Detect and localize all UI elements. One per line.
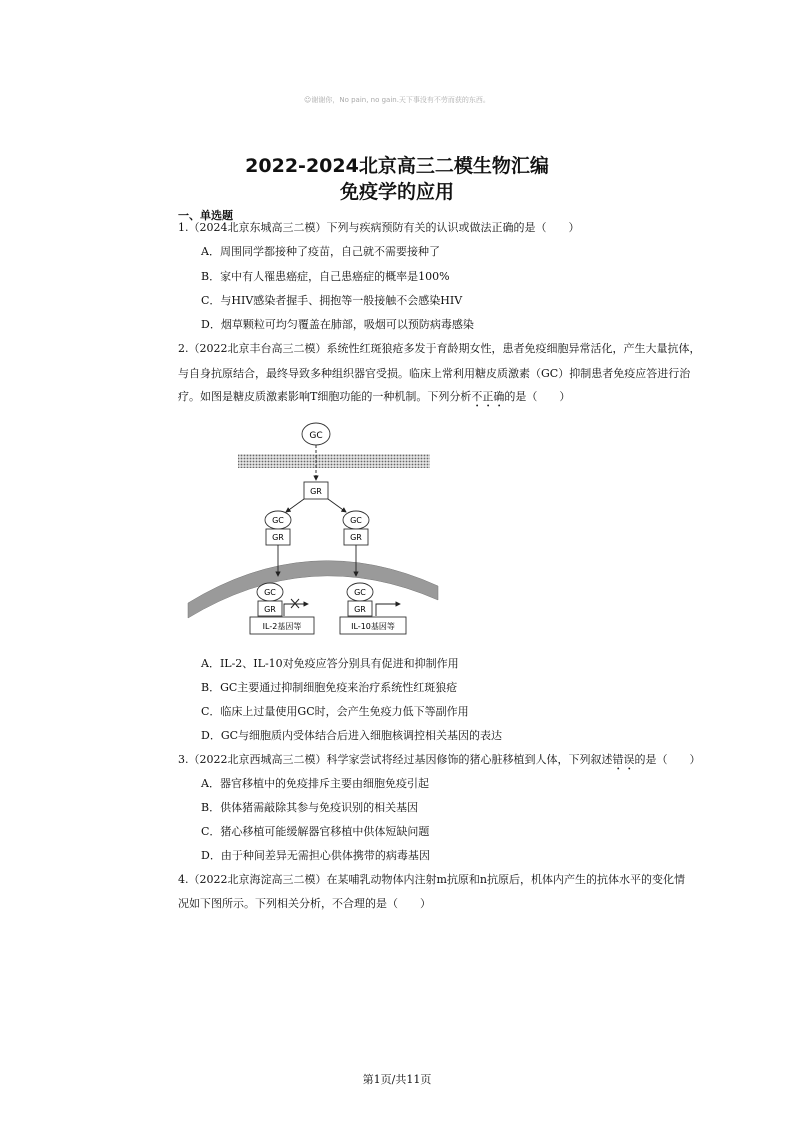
gr-label: GR [354,605,366,614]
q2-option-c: C．临床上过量使用GC时，会产生免疫力低下等副作用 [201,705,469,718]
q4-stem-line2: 况如下图所示。下列相关分析，不合理的是（ ） [178,897,431,910]
gr-label: GR [310,487,322,496]
gr-label: GR [272,533,284,542]
q2-option-a: A．IL-2、IL-10对免疫应答分别具有促进和抑制作用 [201,657,459,670]
il10-transcription-arrow [376,604,400,616]
q2-option-b: B．GC主要通过抑制细胞免疫来治疗系统性红斑狼疮 [201,681,458,694]
document-subtitle: 免疫学的应用 [339,181,454,203]
q2-stem-line2: 与自身抗原结合，最终导致多种组织器官受损。临床上常利用糖皮质激素（GC）抑制患者免疫应答进行治 [178,367,691,380]
nuclear-envelope [188,561,438,618]
gc-mechanism-diagram [180,418,440,640]
q2-stem-line3-b: 的是（ ） [504,390,571,403]
q1-option-d: D．烟草颗粒可均匀覆盖在肺部，吸烟可以预防病毒感染 [201,318,474,331]
q3-stem-b: 的是（ ） [634,753,701,766]
q1-stem: 1.（2024北京东城高三二模）下列与疾病预防有关的认识或做法正确的是（ ） [178,221,580,234]
section-heading: 一、单选题 [178,209,233,222]
q3-option-c: C．猪心移植可能缓解器官移植中供体短缺问题 [201,825,430,838]
q1-option-a: A．周围同学都接种了疫苗，自己就不需要接种了 [201,245,440,258]
q2-stem-emphasis: 不正确 [471,390,505,403]
q4-stem-line1: 4.（2022北京海淀高三二模）在某哺乳动物体内注射m抗原和n抗原后，机体内产生的抗体水平的变化情 [178,873,686,886]
q2-stem-line1: 2.（2022北京丰台高三二模）系统性红斑狼疮多发于育龄期女性，患者免疫细胞异常活化，产生大量抗体， [178,342,701,355]
il10-gene-label: IL-10基因等 [351,622,395,631]
q2-stem-line3-a: 疗。如图是糖皮质激素影响T细胞功能的一种机制。下列分析 [178,390,472,403]
gc-label: GC [309,431,323,441]
gc-label: GC [264,588,276,597]
q3-option-d: D．由于种间差异无需担心供体携带的病毒基因 [201,849,430,862]
il2-transcription-arrow [284,604,308,616]
q3-option-a: A．器官移植中的免疫排斥主要由细胞免疫引起 [201,777,429,790]
q1-option-c: C．与HIV感染者握手、拥抱等一般接触不会感染HIV [201,294,463,307]
arrow-left [286,499,304,512]
arrow-right [328,499,346,512]
gc-label: GC [354,588,366,597]
header-note: ☺谢谢你，No pain, no gain.天下事没有不劳而获的东西。 [304,96,490,104]
q3-option-b: B．供体猪需敲除其参与免疫识别的相关基因 [201,801,419,814]
cell-membrane [238,454,430,468]
gc-label: GC [350,516,362,525]
q3-stem [178,753,701,773]
q2-option-d: D．GC与细胞质内受体结合后进入细胞核调控相关基因的表达 [201,729,503,742]
q1-option-b: B．家中有人罹患癌症，自己患癌症的概率是100% [201,270,450,283]
gc-label: GC [272,516,284,525]
page-footer: 第1页/共11页 [362,1073,432,1086]
q3-stem-emphasis: 错误 [612,753,635,766]
q3-stem-a: 3.（2022北京西城高三二模）科学家尝试将经过基因修饰的猪心脏移植到人体，下列叙述 [178,753,613,766]
q2-stem-line3 [178,390,570,410]
gr-label: GR [350,533,362,542]
il2-gene-label: IL-2基因等 [262,622,302,631]
document-title: 2022-2024北京高三二模生物汇编 [245,155,549,177]
gr-label: GR [264,605,276,614]
